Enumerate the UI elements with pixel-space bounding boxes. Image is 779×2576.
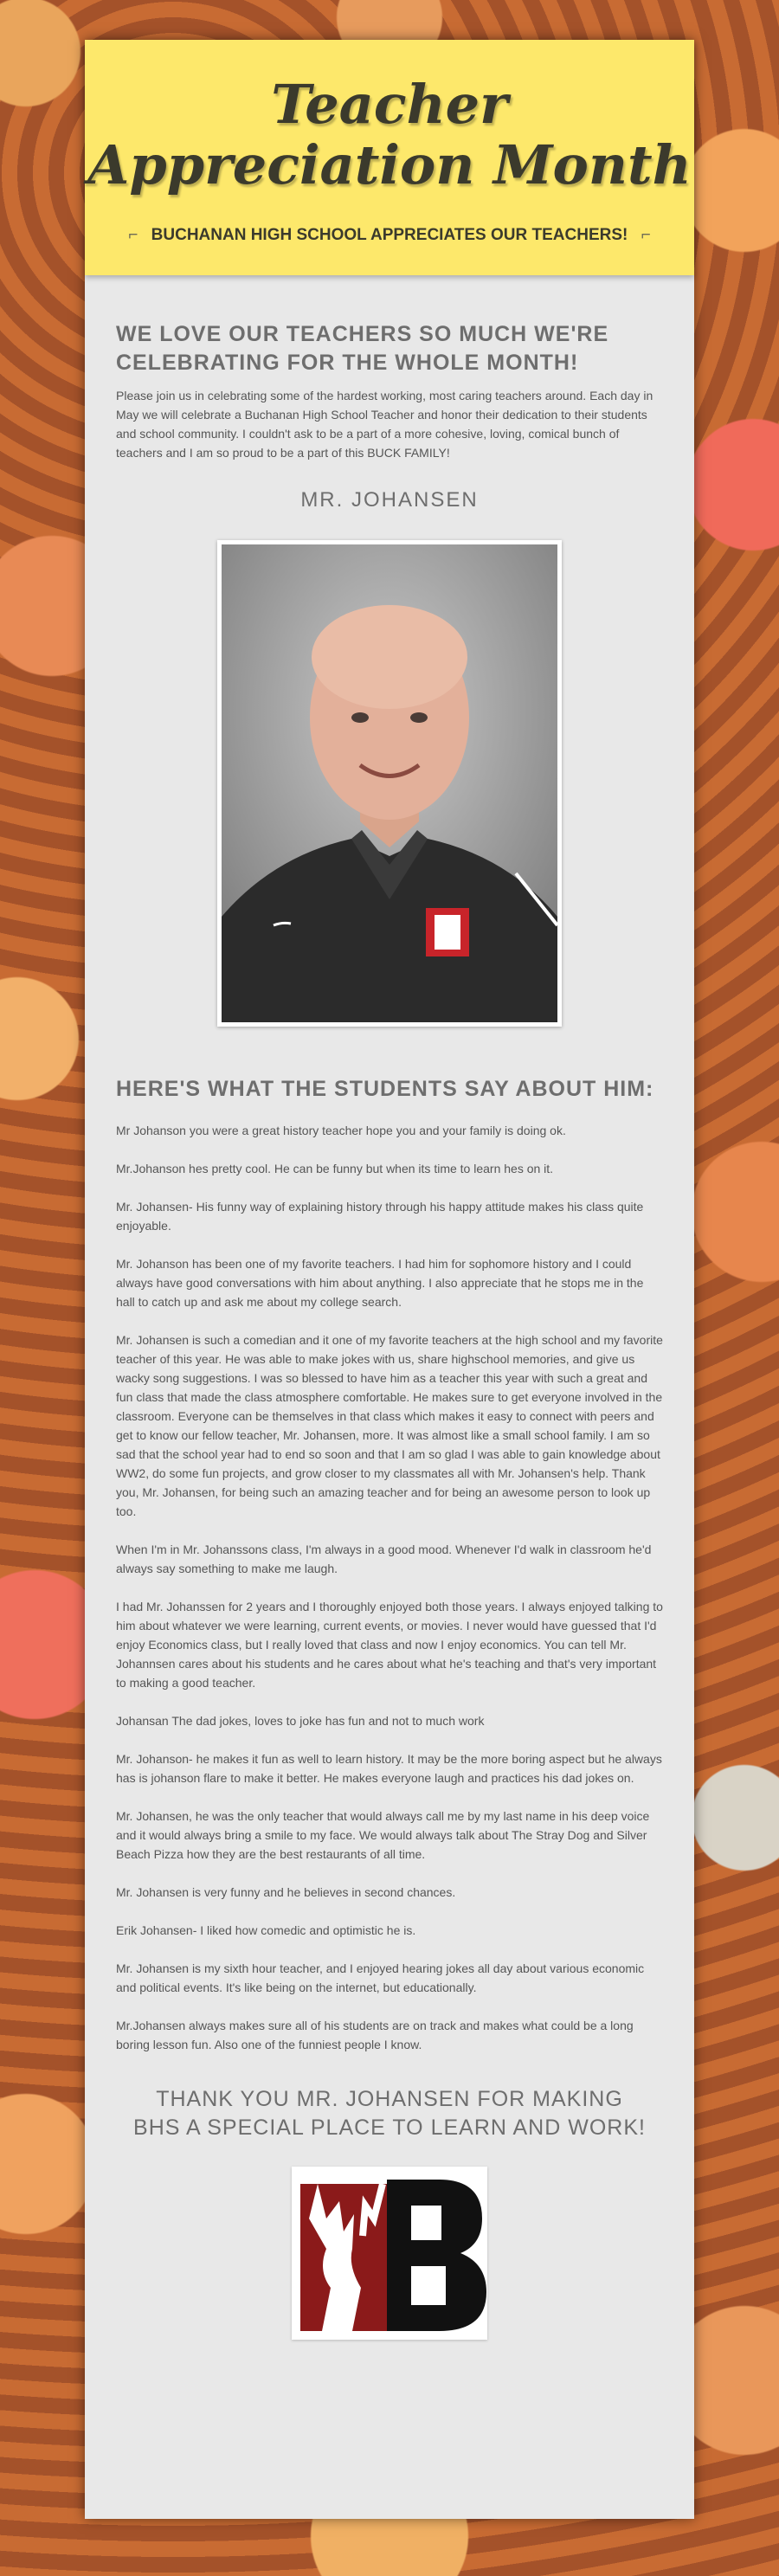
- student-quote: Mr. Johansen, he was the only teacher that would always call me by my last name in his deep voice and it would always bring a smile to my face. We would always talk about The Stray Dog and Silver Beach Pizza how they are the best restaurants of all time.: [116, 1809, 650, 1861]
- student-quote: I had Mr. Johanssen for 2 years and I thoroughly enjoyed both those years. I always enjoyed talking to him about whatever we were learning, current events, or movies. I never would have guessed that I'd enjoy Economics class, but I really loved that class and now I enjoy economics. You can tell Mr. Johannsen cares about his students and he cares about what he's teaching and that's very important to making a good teacher.: [116, 1600, 663, 1690]
- student-quote: Mr.Johansen always makes sure all of his students are on track and makes what could be a long boring lesson fun. Also one of the funniest people I know.: [116, 2019, 634, 2051]
- student-quote: Mr. Johansen- His funny way of explaining history through his happy attitude makes his class quite enjoyable.: [116, 1200, 644, 1233]
- student-quote: Mr Johanson you were a great history teacher hope you and your family is doing ok.: [116, 1124, 566, 1137]
- teacher-name: MR. JOHANSEN: [300, 488, 479, 512]
- student-quote: Mr. Johansen is such a comedian and it one of my favorite teachers at the high school and my favorite teacher of this year. He was able to make jokes with us, share highschool memories, and give us wacky song suggestions. I was so blessed to have him as a teacher this year with such a great and fun class that made the class atmosphere comfortable. He makes sure to get everyone involved in the classroom. Everyone can be themselves in that class which makes it easy to connect with peers and get to know our fellow teacher, Mr. Johansen, more. It was almost like a small school family. I am so sad that the school year had to end so soon and that I am so glad I was able to gain knowledge about WW2, do some fun projects, and grow closer to my classmates all with Mr. Johansen's help. Thank you, Mr. Johansen, for being such an amazing teacher and for being an awesome person to look up too.: [116, 1333, 663, 1518]
- student-quote: When I'm in Mr. Johanssons class, I'm always in a good mood. Whenever I'd walk in classroom he'd always say something to make me laugh.: [116, 1542, 652, 1575]
- content-area: [85, 320, 694, 2340]
- teacher-photo: [217, 540, 562, 1027]
- title-line-2: Appreciation Month: [87, 133, 692, 196]
- banner-subtitle-row: [85, 226, 694, 245]
- student-quote: Mr. Johanson has been one of my favorite teachers. I had him for sophomore history and I could always have good conversations with him about anything. I also appreciate that he stops me in the hall to catch up and ask me about my college search.: [116, 1257, 644, 1309]
- student-quotes-list: [116, 1121, 663, 2054]
- closing-message: THANK YOU MR. JOHANSEN FOR MAKING BHS A SPECIAL PLACE TO LEARN AND WORK!: [133, 2087, 646, 2140]
- title-line-1: Teacher: [271, 73, 508, 136]
- student-quote: Mr. Johanson- he makes it fun as well to learn history. It may be the more boring aspect but he always has is johanson flare to make it better. He makes everyone laugh and practices his dad jokes on.: [116, 1752, 662, 1785]
- page-title: [85, 40, 694, 196]
- teacher-portrait-icon: [222, 544, 557, 1022]
- intro-heading: WE LOVE OUR TEACHERS SO MUCH WE'RE CELEBRATING FOR THE WHOLE MONTH!: [116, 322, 609, 375]
- student-quote: Erik Johansen- I liked how comedic and optimistic he is.: [116, 1923, 416, 1937]
- student-quote: Mr. Johansen is very funny and he believes in second chances.: [116, 1885, 456, 1899]
- header-banner: [85, 40, 694, 275]
- ornament-right-icon: ⌐: [641, 226, 651, 244]
- ornament-left-icon: ⌐: [128, 226, 138, 244]
- main-card: [85, 40, 694, 2519]
- intro-paragraph: Please join us in celebrating some of the hardest working, most caring teachers around. Each day in May we will celebrate a Buchanan High School Teacher and honor their dedication to their students and school community. I couldn't ask to be a part of a more cohesive, loving, comical bunch of teachers and I am so proud to be a part of this BUCK FAMILY!: [116, 389, 653, 460]
- buchanan-bucks-logo-icon: [292, 2167, 487, 2340]
- banner-subtitle: BUCHANAN HIGH SCHOOL APPRECIATES OUR TEACHERS!: [151, 226, 628, 244]
- student-quote: Johansan The dad jokes, loves to joke has fun and not to much work: [116, 1714, 485, 1728]
- student-quote: Mr.Johanson hes pretty cool. He can be funny but when its time to learn hes on it.: [116, 1162, 554, 1175]
- student-quote: Mr. Johansen is my sixth hour teacher, and I enjoyed hearing jokes all day about various economic and political events. It's like being on the internet, but educationally.: [116, 1961, 645, 1994]
- students-heading: HERE'S WHAT THE STUDENTS SAY ABOUT HIM:: [116, 1077, 654, 1101]
- school-logo: [292, 2167, 487, 2340]
